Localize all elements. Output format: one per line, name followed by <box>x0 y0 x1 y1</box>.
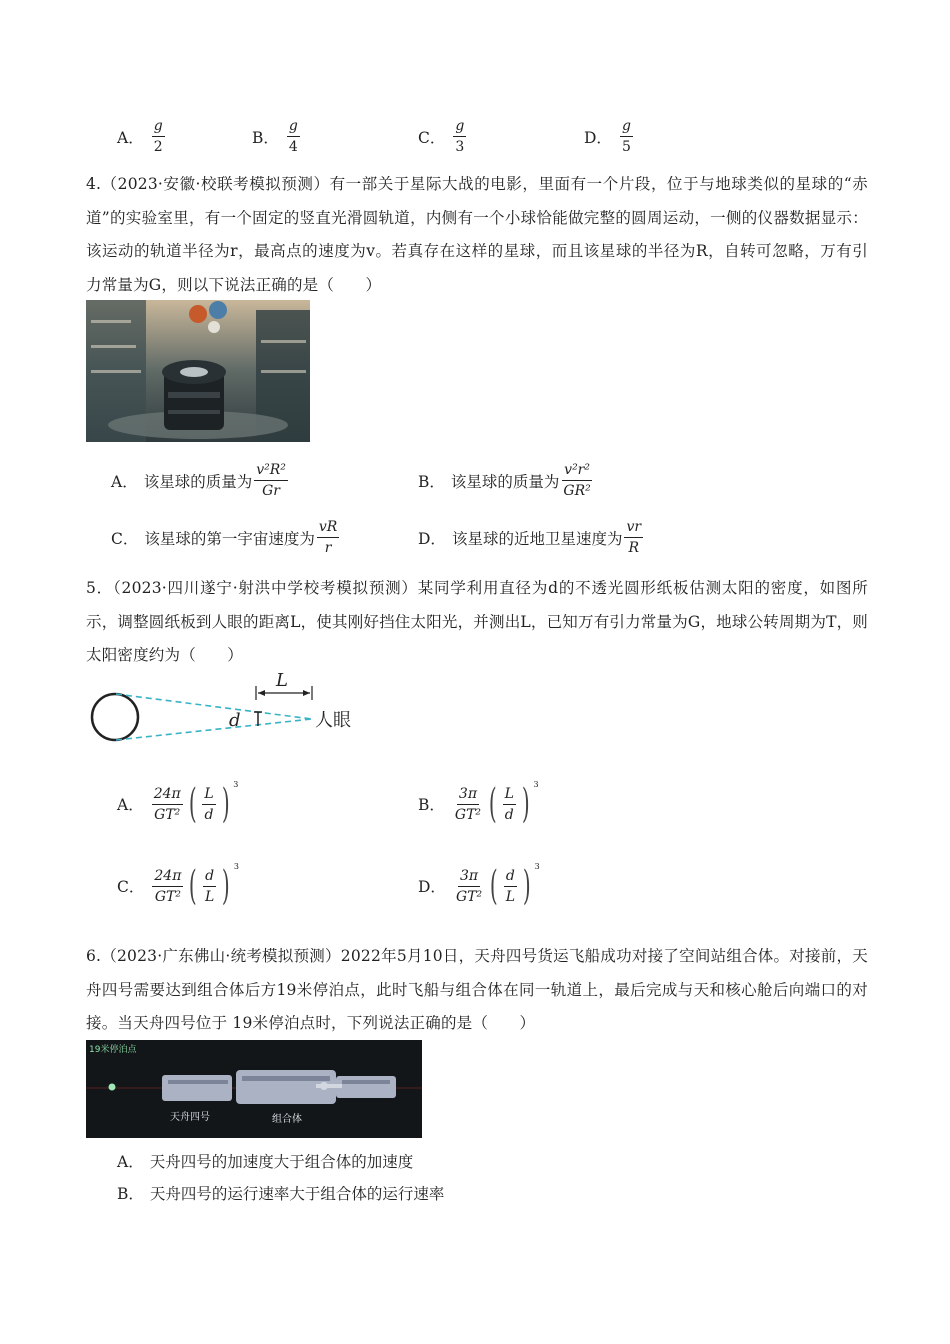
q4-option-c: C． 该星球的第一宇宙速度为 $\frac{vR}{r}$ <box>111 519 338 556</box>
image-corner-label: 19米停泊点 <box>89 1045 137 1055</box>
image-label-tianzhou: 天舟四号 <box>170 1112 210 1123</box>
fraction: $\frac{24\pi}{\text{GT²}}$ <box>154 867 182 905</box>
fraction: $\frac{3\pi}{\text{GT²}}$ <box>454 785 482 823</box>
q6-option-a: A． 天舟四号的加速度大于组合体的加速度 <box>117 1153 414 1171</box>
q6-stem: 6.（2023·广东佛山·统考模拟预测）2022年5月10日，天舟四号货运飞船成功对接了空间站组合体。对接前，天舟四号需要达到组合体后方19米停泊点，此时飞船与组合体在同一轨道上，最后完成与天和核心舱后向端口的对接。当天舟四号位于 19米停泊点时，下列说法正确的是（ ） <box>86 947 868 1032</box>
q5-option-c: C． $\frac{24\pi}{\text{GT²}}$ ( $\frac{d}{L}$ ) 3 <box>117 862 239 909</box>
q4-option-b: B． 该星球的质量为 $\frac{\text{v²r²}}{\text{GR²}}$ <box>418 462 591 499</box>
q3-option-d <box>584 118 635 155</box>
diagram-label-d: d <box>229 710 241 731</box>
fraction: $\frac{g}{2}$ <box>153 118 163 155</box>
fraction: $\frac{g}{5}$ <box>621 118 631 155</box>
q3-option-b <box>252 118 302 155</box>
fraction: $\frac{\text{v²r²}}{\text{GR²}}$ <box>563 462 591 499</box>
q4-stem: 4.（2023·安徽·校联考模拟预测）有一部关于星际大战的电影，里面有一个片段，位于与地球类似的星球的“赤道”的实验室里，有一个固定的竖直光滑圆轨道，内侧有一个小球恰能做完整的圆周运动，一侧的仪器数据显示：该运动的轨道半径为r，最高点的速度为v。若真存在这样的星球，而且该星球的半径为R，自转可忽略，万有引力常量为G，则以下说法正确的是（ ） <box>86 175 868 294</box>
q4-option-a: A． 该星球的质量为 $\frac{\text{v²R²}}{Gr}$ <box>111 462 286 499</box>
q5-option-b: B． $\frac{3\pi}{\text{GT²}}$ ( $\frac{L}{d}$ ) 3 <box>418 780 539 827</box>
q5-stem: 5．（2023·四川遂宁·射洪中学校考模拟预测）某同学利用直径为d的不透光圆形纸板估测太阳的密度，如图所示，调整圆纸板到人眼的距离L，使其刚好挡住太阳光，并测出L，已知万有引力常量为G，地球公转周期为T，则太阳密度约为（ ） <box>86 579 869 664</box>
image-label-complex: 组合体 <box>272 1114 302 1125</box>
fraction: $\frac{3\pi}{\text{GT²}}$ <box>455 867 483 905</box>
fraction: $\frac{d}{L}$ <box>205 867 215 905</box>
mall-photo-icon <box>86 300 310 442</box>
fraction: $\frac{vr}{R}$ <box>626 519 642 556</box>
q5-option-a: A． $\frac{24\pi}{\text{GT²}}$ ( $\frac{L}{d}$ ) 3 <box>117 780 239 827</box>
fraction: $\frac{24\pi}{\text{GT²}}$ <box>153 785 181 823</box>
fraction: $\frac{vR}{r}$ <box>318 519 338 556</box>
diagram-label-l: L <box>276 670 288 691</box>
diagram-label-eye: 人眼 <box>315 710 351 731</box>
q5-option-d: D． $\frac{3\pi}{\text{GT²}}$ ( $\frac{d}{L}$ ) 3 <box>418 862 540 909</box>
fraction: $\frac{g}{3}$ <box>455 118 465 155</box>
q4-lab-photo <box>86 300 310 442</box>
option-label: D． <box>584 128 612 147</box>
q3-option-a <box>117 118 167 155</box>
option-label: B． <box>252 128 279 147</box>
fraction: $\frac{L}{d}$ <box>504 785 514 823</box>
q6-docking-image <box>86 1040 422 1138</box>
fraction: $\frac{d}{L}$ <box>505 867 515 905</box>
q4-option-d: D． 该星球的近地卫星速度为 $\frac{vr}{R}$ <box>418 519 642 556</box>
fraction: $\frac{g}{4}$ <box>288 118 298 155</box>
fraction: $\frac{\text{v²R²}}{Gr}$ <box>256 462 286 499</box>
q3-option-c <box>418 118 468 155</box>
option-label: C． <box>418 128 446 147</box>
q5-sun-diagram <box>86 672 376 752</box>
q6-option-b: B． 天舟四号的运行速率大于组合体的运行速率 <box>117 1185 445 1203</box>
fraction: $\frac{L}{d}$ <box>204 785 214 823</box>
option-label: A． <box>117 128 144 147</box>
